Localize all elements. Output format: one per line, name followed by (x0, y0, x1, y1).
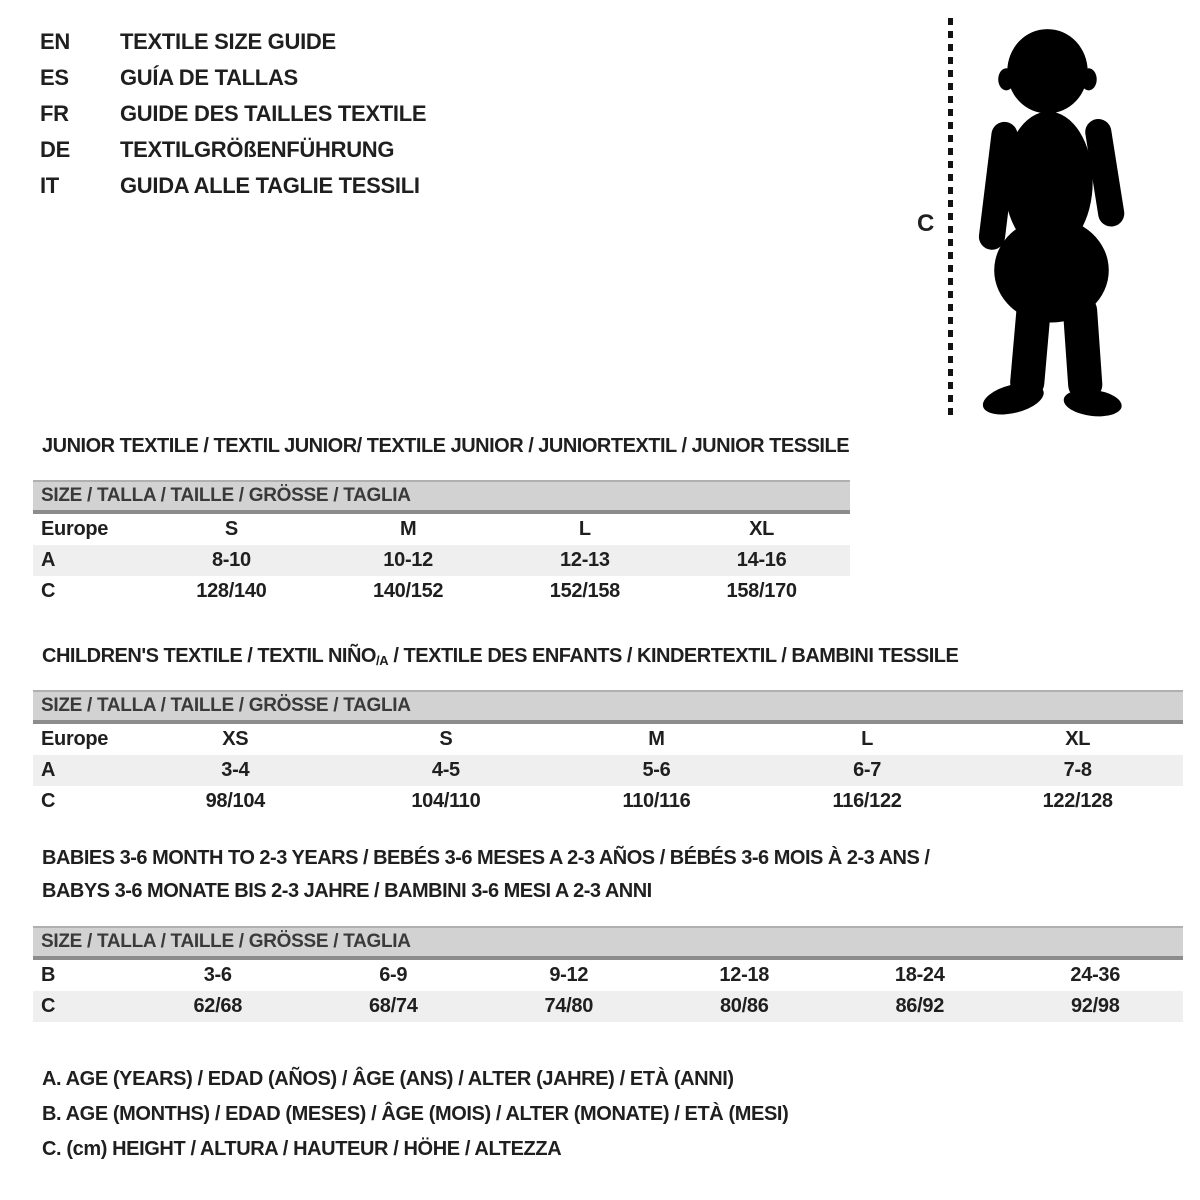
height-cell: 86/92 (895, 995, 945, 1017)
height-cell: 98/104 (205, 790, 265, 812)
age-cell: 6-7 (853, 759, 882, 781)
language-code: IT (40, 173, 59, 198)
legend (42, 1062, 788, 1167)
height-cell: 128/140 (196, 580, 267, 602)
table-row (33, 576, 850, 607)
row-label: Europe (41, 728, 109, 750)
children-size-table (33, 690, 1183, 817)
size-cell: M (648, 728, 665, 750)
size-header-bar: SIZE / TALLA / TAILLE / GRÖSSE / TAGLIA (33, 480, 850, 514)
height-cell: 62/68 (193, 995, 243, 1017)
language-code: DE (40, 137, 70, 162)
size-cell: S (439, 728, 453, 750)
age-cell: 3-6 (203, 964, 232, 986)
language-code: ES (40, 65, 69, 90)
table-row (33, 755, 1183, 786)
junior-size-table (33, 480, 850, 607)
table-row (33, 960, 1183, 991)
age-cell: 12-18 (719, 964, 770, 986)
language-title-list (40, 24, 426, 204)
children-section-heading (42, 640, 958, 677)
heading-subscript: /A (375, 653, 389, 668)
age-cell: 9-12 (549, 964, 589, 986)
age-cell: 18-24 (894, 964, 945, 986)
height-cell: 158/170 (726, 580, 797, 602)
row-label: C (41, 580, 56, 602)
age-cell: 8-10 (211, 549, 251, 571)
height-measure-label: C (917, 210, 935, 237)
row-label: C (41, 995, 56, 1017)
babies-section-heading (42, 842, 929, 908)
height-dashed-line-icon (948, 18, 953, 416)
table-row (33, 991, 1183, 1022)
size-cell: L (578, 518, 591, 540)
language-code: EN (40, 29, 70, 54)
legend-line-a: A. AGE (YEARS) / EDAD (AÑOS) / ÂGE (ANS) / ALTER (JAHRE) / ETÀ (ANNI) (42, 1068, 734, 1090)
heading-line: BABIES 3-6 MONTH TO 2-3 YEARS / BEBÉS 3-6 MESES A 2-3 AÑOS / BÉBÉS 3-6 MOIS À 2-3 ANS / (42, 847, 930, 869)
age-cell: 5-6 (642, 759, 671, 781)
guide-title: TEXTILE SIZE GUIDE (120, 29, 336, 54)
language-row (40, 132, 426, 168)
heading-text: / TEXTILE DES ENFANTS / KINDERTEXTIL / BAMBINI TESSILE (388, 645, 959, 667)
age-cell: 4-5 (431, 759, 460, 781)
age-cell: 3-4 (221, 759, 250, 781)
table-row (33, 786, 1183, 817)
language-code: FR (40, 101, 69, 126)
size-cell: XL (1065, 728, 1091, 750)
height-cell: 122/128 (1042, 790, 1113, 812)
height-cell: 140/152 (373, 580, 444, 602)
heading-line: BABYS 3-6 MONATE BIS 2-3 JAHRE / BAMBINI 3-6 MESI A 2-3 ANNI (42, 880, 652, 902)
height-cell: 110/116 (622, 790, 691, 812)
size-header-bar: SIZE / TALLA / TAILLE / GRÖSSE / TAGLIA (33, 926, 1183, 960)
row-label: C (41, 790, 56, 812)
guide-title: GUIDE DES TAILLES TEXTILE (120, 101, 427, 126)
guide-title: GUÍA DE TALLAS (120, 65, 298, 90)
guide-title: GUIDA ALLE TAGLIE TESSILI (120, 173, 420, 198)
row-label: Europe (41, 518, 109, 540)
size-cell: XS (222, 728, 249, 750)
age-cell: 12-13 (560, 549, 610, 571)
height-cell: 92/98 (1070, 995, 1120, 1017)
size-cell: XL (749, 518, 775, 540)
language-row (40, 168, 426, 204)
height-cell: 104/110 (411, 790, 481, 812)
babies-size-table (33, 926, 1183, 1022)
height-cell: 152/158 (549, 580, 620, 602)
toddler-silhouette-icon (962, 16, 1145, 418)
guide-title: TEXTILGRÖßENFÜHRUNG (120, 137, 395, 162)
height-cell: 74/80 (544, 995, 594, 1017)
age-cell: 14-16 (736, 549, 787, 571)
table-row (33, 514, 850, 545)
height-cell: 116/122 (832, 790, 902, 812)
age-cell: 6-9 (379, 964, 408, 986)
size-cell: M (399, 518, 417, 540)
size-cell: L (861, 728, 874, 750)
size-cell: S (224, 518, 238, 540)
row-label: A (41, 759, 56, 781)
legend-line-c: C. (cm) HEIGHT / ALTURA / HAUTEUR / HÖHE / ALTEZZA (42, 1138, 562, 1160)
height-cell: 68/74 (368, 995, 418, 1017)
size-header-bar: SIZE / TALLA / TAILLE / GRÖSSE / TAGLIA (33, 690, 1183, 724)
junior-section-heading: JUNIOR TEXTILE / TEXTIL JUNIOR/ TEXTILE JUNIOR / JUNIORTEXTIL / JUNIOR TESSILE (42, 435, 850, 457)
language-row (40, 96, 426, 132)
row-label: B (41, 964, 56, 986)
table-row (33, 545, 850, 576)
legend-line-b: B. AGE (MONTHS) / EDAD (MESES) / ÂGE (MOIS) / ALTER (MONATE) / ETÀ (MESI) (42, 1103, 789, 1125)
row-label: A (41, 549, 56, 571)
age-cell: 24-36 (1070, 964, 1121, 986)
table-row (33, 724, 1183, 755)
heading-text: CHILDREN'S TEXTILE / TEXTIL NIÑO (42, 645, 376, 667)
language-row (40, 60, 426, 96)
age-cell: 7-8 (1063, 759, 1092, 781)
height-cell: 80/86 (719, 995, 769, 1017)
age-cell: 10-12 (383, 549, 433, 571)
language-row (40, 24, 426, 60)
